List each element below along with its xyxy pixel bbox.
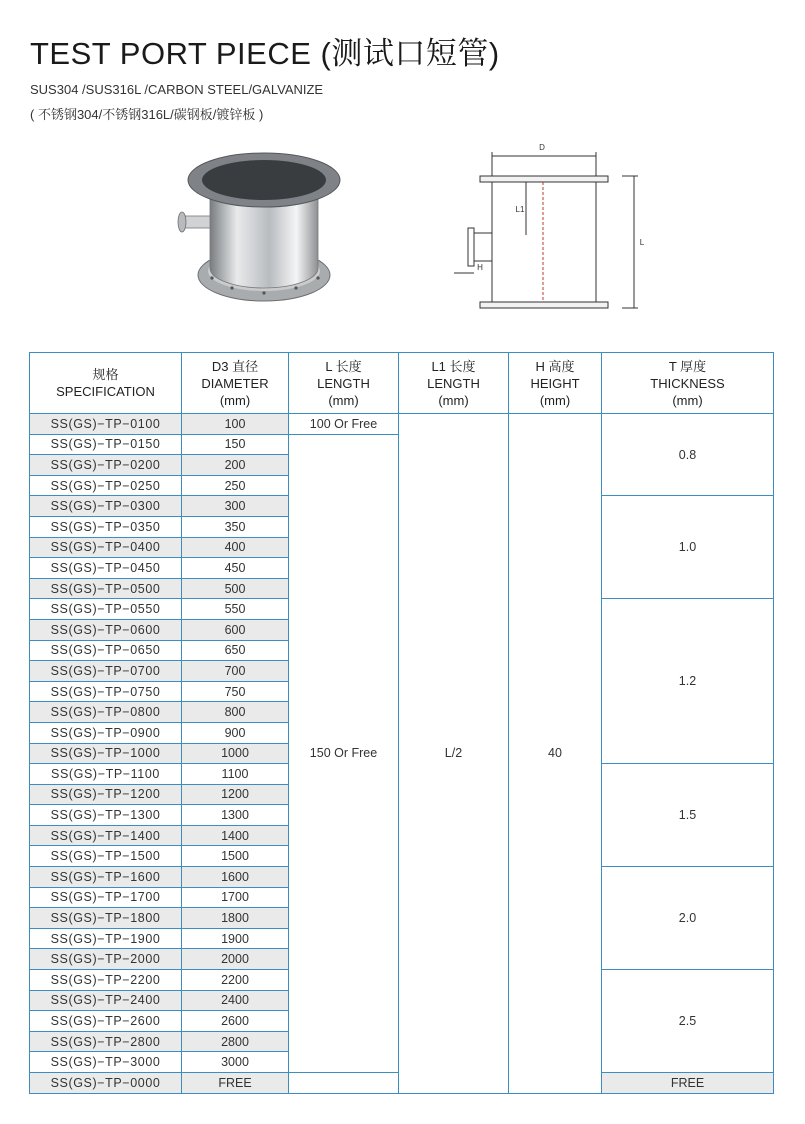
spec-model-cell: SS(GS)−TP−0400 xyxy=(30,537,182,558)
header-en: LENGTH xyxy=(427,375,480,391)
diameter-cell: 100 xyxy=(182,414,289,435)
spec-model-cell: SS(GS)−TP−2600 xyxy=(30,1011,182,1032)
header-length xyxy=(289,353,399,414)
header-diameter xyxy=(182,353,289,414)
diameter-cell: 1300 xyxy=(182,805,289,826)
diameter-cell: 650 xyxy=(182,640,289,661)
height-cell: 40 xyxy=(509,414,602,1094)
spec-model-cell: SS(GS)−TP−1400 xyxy=(30,825,182,846)
spec-model-cell: SS(GS)−TP−1600 xyxy=(30,867,182,888)
diameter-cell: 550 xyxy=(182,599,289,620)
spec-model-cell: SS(GS)−TP−0800 xyxy=(30,702,182,723)
spec-model-cell: SS(GS)−TP−0650 xyxy=(30,640,182,661)
header-en: DIAMETER xyxy=(201,375,269,391)
header-en: THICKNESS xyxy=(650,375,725,391)
thickness-cell: 2.0 xyxy=(602,867,774,970)
product-photo xyxy=(172,150,352,310)
header-cn: T 厚度 xyxy=(668,358,707,374)
spec-model-cell: SS(GS)−TP−0900 xyxy=(30,722,182,743)
diameter-cell: 800 xyxy=(182,702,289,723)
diameter-cell: 600 xyxy=(182,619,289,640)
thickness-cell: FREE xyxy=(602,1073,774,1094)
spec-model-cell: SS(GS)−TP−1300 xyxy=(30,805,182,826)
spec-model-cell: SS(GS)−TP−0200 xyxy=(30,455,182,476)
diameter-cell: 450 xyxy=(182,558,289,579)
header-en: LENGTH xyxy=(317,375,370,391)
thickness-cell: 1.2 xyxy=(602,599,774,764)
materials-chinese: ( 不锈钢304/不锈钢316L/碳钢板/镀锌板 ) xyxy=(30,107,264,122)
specification-table xyxy=(29,352,774,1094)
diameter-cell: 350 xyxy=(182,516,289,537)
diameter-cell: 150 xyxy=(182,434,289,455)
diameter-cell: FREE xyxy=(182,1073,289,1094)
header-en: HEIGHT xyxy=(530,375,580,391)
diameter-cell: 200 xyxy=(182,455,289,476)
drawing-label-l1: L1 xyxy=(515,205,525,214)
spec-model-cell: SS(GS)−TP−3000 xyxy=(30,1052,182,1073)
spec-model-cell: SS(GS)−TP−0550 xyxy=(30,599,182,620)
diameter-cell: 1700 xyxy=(182,887,289,908)
spec-model-cell: SS(GS)−TP−1200 xyxy=(30,784,182,805)
diameter-cell: 1600 xyxy=(182,867,289,888)
spec-model-cell: SS(GS)−TP−0600 xyxy=(30,619,182,640)
header-specification xyxy=(30,353,182,414)
header-en: SPECIFICATION xyxy=(56,384,155,399)
diameter-cell: 2000 xyxy=(182,949,289,970)
diameter-cell: 2800 xyxy=(182,1031,289,1052)
diameter-cell: 2200 xyxy=(182,970,289,991)
diameter-cell: 2400 xyxy=(182,990,289,1011)
spec-model-cell: SS(GS)−TP−2800 xyxy=(30,1031,182,1052)
thickness-cell: 0.8 xyxy=(602,414,774,496)
thickness-cell: 1.5 xyxy=(602,764,774,867)
header-l1-length xyxy=(399,353,509,414)
diameter-cell: 900 xyxy=(182,722,289,743)
spec-model-cell: SS(GS)−TP−0450 xyxy=(30,558,182,579)
diameter-cell: 1000 xyxy=(182,743,289,764)
diameter-cell: 1500 xyxy=(182,846,289,867)
spec-model-cell: SS(GS)−TP−0350 xyxy=(30,516,182,537)
page-title: TEST PORT PIECE (测试口短管) xyxy=(30,36,500,71)
diameter-cell: 500 xyxy=(182,578,289,599)
length-cell: 150 Or Free xyxy=(289,434,399,1072)
thickness-cell: 2.5 xyxy=(602,970,774,1073)
header-cn: 规格 xyxy=(92,367,119,382)
spec-model-cell: SS(GS)−TP−0000 xyxy=(30,1073,182,1094)
spec-model-cell: SS(GS)−TP−2400 xyxy=(30,990,182,1011)
length-cell: 100 Or Free xyxy=(289,414,399,435)
diameter-cell: 400 xyxy=(182,537,289,558)
header-cn: L1 长度 xyxy=(431,358,476,374)
diameter-cell: 3000 xyxy=(182,1052,289,1073)
spec-model-cell: SS(GS)−TP−2200 xyxy=(30,970,182,991)
spec-model-cell: SS(GS)−TP−0750 xyxy=(30,681,182,702)
spec-model-cell: SS(GS)−TP−1500 xyxy=(30,846,182,867)
spec-model-cell: SS(GS)−TP−1000 xyxy=(30,743,182,764)
diameter-cell: 750 xyxy=(182,681,289,702)
diameter-cell: 1200 xyxy=(182,784,289,805)
technical-drawing xyxy=(450,140,650,320)
spec-model-cell: SS(GS)−TP−0150 xyxy=(30,434,182,455)
spec-model-cell: SS(GS)−TP−0100 xyxy=(30,414,182,435)
spec-model-cell: SS(GS)−TP−1800 xyxy=(30,908,182,929)
diameter-cell: 1900 xyxy=(182,928,289,949)
diameter-cell: 2600 xyxy=(182,1011,289,1032)
spec-model-cell: SS(GS)−TP−0700 xyxy=(30,661,182,682)
diameter-cell: 1400 xyxy=(182,825,289,846)
spec-model-cell: SS(GS)−TP−1100 xyxy=(30,764,182,785)
table-header-row xyxy=(30,353,774,414)
diameter-cell: 1800 xyxy=(182,908,289,929)
header-unit: (mm) xyxy=(539,392,571,408)
diameter-cell: 300 xyxy=(182,496,289,517)
diameter-cell: 700 xyxy=(182,661,289,682)
header-unit: (mm) xyxy=(438,392,469,408)
spec-model-cell: SS(GS)−TP−1900 xyxy=(30,928,182,949)
spec-model-cell: SS(GS)−TP−0300 xyxy=(30,496,182,517)
header-cn: L 长度 xyxy=(325,358,362,374)
header-cn: D3 直径 xyxy=(211,358,259,374)
spec-model-cell: SS(GS)−TP−2000 xyxy=(30,949,182,970)
header-unit: (mm) xyxy=(219,392,251,408)
l1-length-cell: L/2 xyxy=(399,414,509,1094)
drawing-label-d: D xyxy=(539,143,545,152)
drawing-label-h: H xyxy=(477,263,483,272)
header-thickness xyxy=(602,353,774,414)
thickness-cell: 1.0 xyxy=(602,496,774,599)
diameter-cell: 1100 xyxy=(182,764,289,785)
materials-english: SUS304 /SUS316L /CARBON STEEL/GALVANIZE xyxy=(30,82,324,97)
header-unit: (mm) xyxy=(672,392,703,408)
header-unit: (mm) xyxy=(328,392,359,408)
header-height xyxy=(509,353,602,414)
table-row xyxy=(30,414,774,435)
length-cell-empty xyxy=(289,1073,399,1094)
spec-model-cell: SS(GS)−TP−1700 xyxy=(30,887,182,908)
spec-model-cell: SS(GS)−TP−0500 xyxy=(30,578,182,599)
drawing-label-l: L xyxy=(639,238,645,247)
spec-model-cell: SS(GS)−TP−0250 xyxy=(30,475,182,496)
diameter-cell: 250 xyxy=(182,475,289,496)
header-cn: H 高度 xyxy=(535,358,575,374)
